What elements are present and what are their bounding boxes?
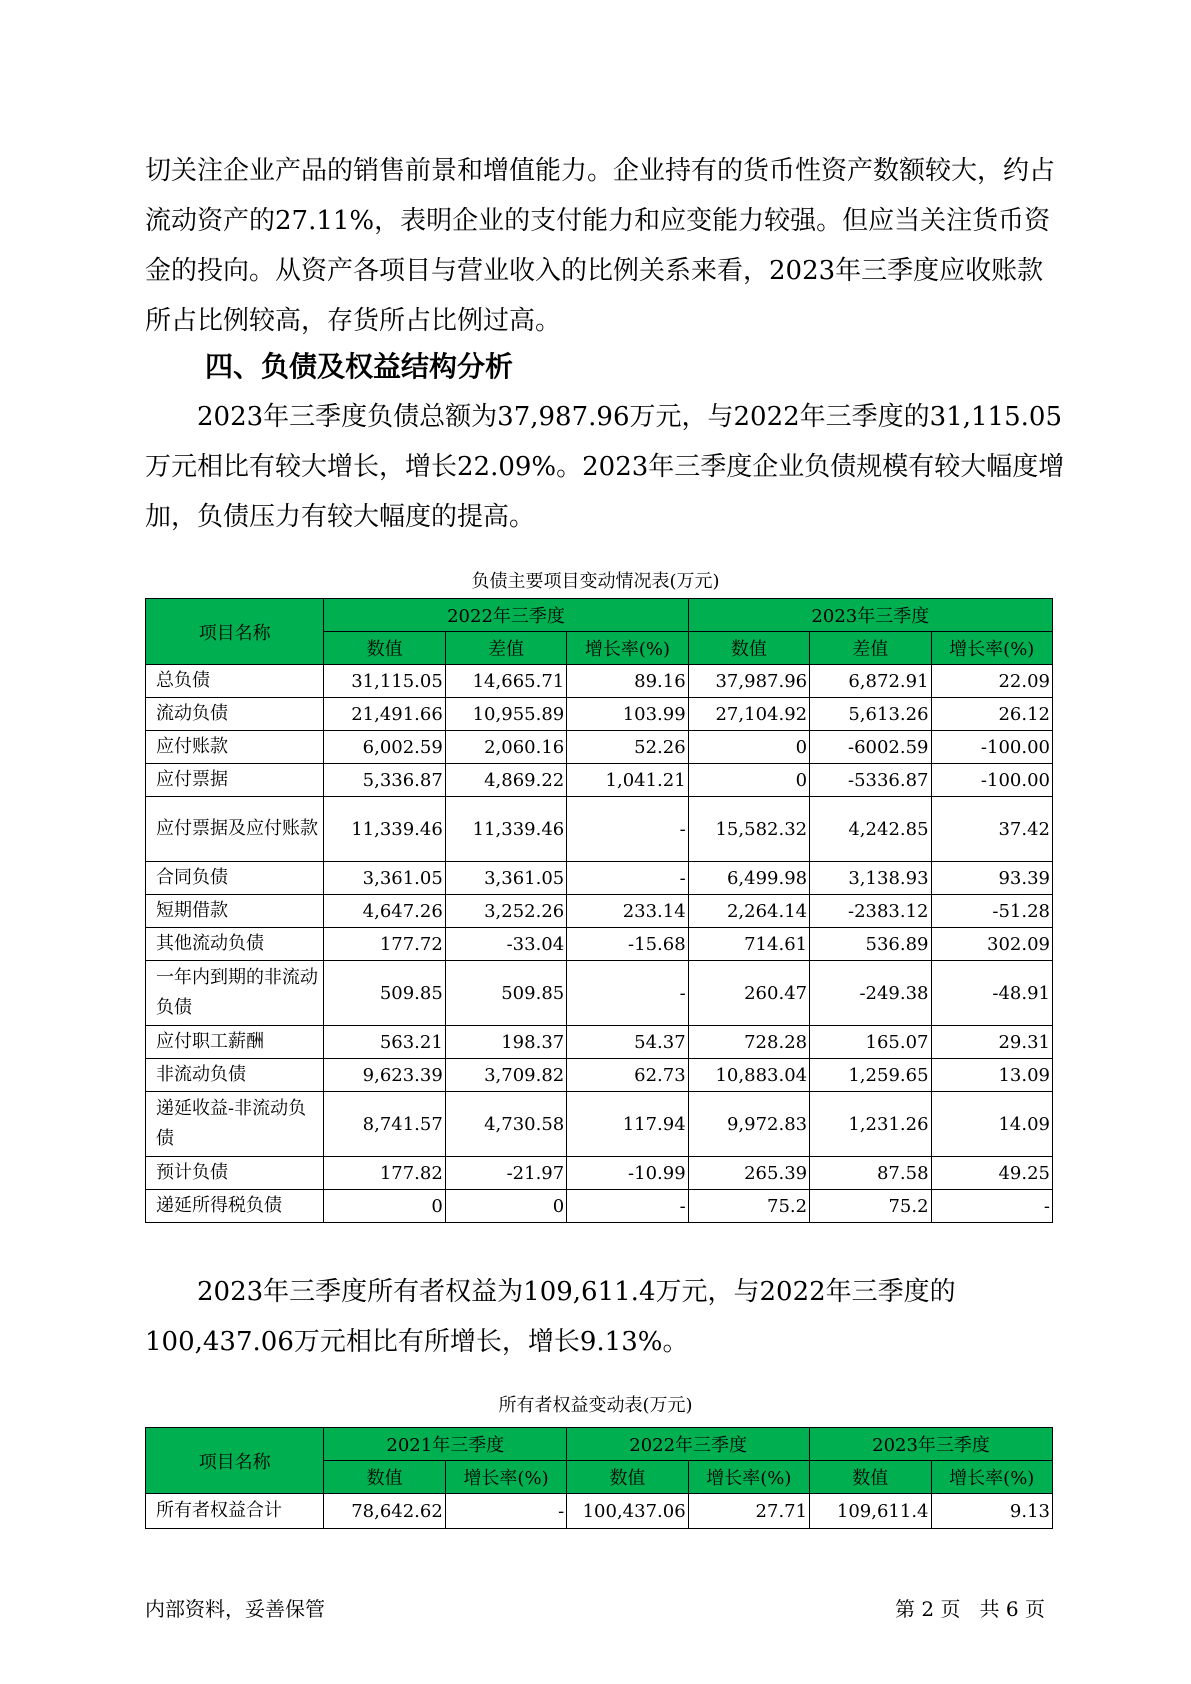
body-paragraph-liabilities: 2023年三季度负债总额为37,987.96万元，与2022年三季度的31,115.05万元相比有较大增长，增长22.09%。2023年三季度企业负债规模有较大幅度增加，负债压力有较大幅度的提高。 (145, 402, 1065, 532)
cell-a-rate: 233.14 (567, 895, 688, 928)
cell-b-diff: 165.07 (810, 1026, 931, 1059)
row-item-name: 应付职工薪酬 (146, 1026, 324, 1059)
cell-b-diff: 1,231.26 (810, 1092, 931, 1157)
row-item-name: 非流动负债 (146, 1059, 324, 1092)
header-diff: 差值 (445, 632, 566, 665)
body-paragraph-assets: 切关注企业产品的销售前景和增值能力。企业持有的货币性资产数额较大，约占流动资产的27.11%，表明企业的支付能力和应变能力较强。但应当关注货币资金的投向。从资产各项目与营业收入的比例关系来看，2023年三季度应收账款所占比例较高，存货所占比例过高。 (145, 156, 1056, 336)
equity-table (145, 1427, 1053, 1529)
cell-a-diff: 0 (445, 1190, 566, 1223)
row-item-name: 递延收益-非流动负债 (146, 1092, 324, 1157)
cell-a-val: 6,002.59 (324, 731, 445, 764)
table-caption-equity: 所有者权益变动表(万元) (498, 1395, 693, 1416)
cell-b-val: 15,582.32 (688, 797, 809, 862)
table-row (146, 698, 1053, 731)
cell-a-rate: 52.26 (567, 731, 688, 764)
cell-a-val: 9,623.39 (324, 1059, 445, 1092)
header-rate: 增长率(%) (688, 1461, 809, 1494)
cell-b-rate: 13.09 (931, 1059, 1052, 1092)
cell-a-rate: - (445, 1494, 566, 1529)
table-row (146, 1092, 1053, 1157)
table-row (146, 1190, 1053, 1223)
cell-b-diff: 3,138.93 (810, 862, 931, 895)
table-row (146, 862, 1053, 895)
row-item-name: 流动负债 (146, 698, 324, 731)
cell-b-val: 9,972.83 (688, 1092, 809, 1157)
cell-c-rate: 9.13 (931, 1494, 1053, 1529)
cell-b-diff: 4,242.85 (810, 797, 931, 862)
row-item-name: 应付账款 (146, 731, 324, 764)
header-rate: 增长率(%) (931, 1461, 1053, 1494)
cell-a-val: 11,339.46 (324, 797, 445, 862)
cell-b-rate: -51.28 (931, 895, 1052, 928)
cell-b-rate: -100.00 (931, 764, 1052, 797)
cell-b-diff: -5336.87 (810, 764, 931, 797)
cell-a-rate: 103.99 (567, 698, 688, 731)
cell-b-rate: -48.91 (931, 961, 1052, 1026)
cell-a-diff: 14,665.71 (445, 665, 566, 698)
cell-b-rate: 302.09 (931, 928, 1052, 961)
cell-b-rate: 49.25 (931, 1157, 1052, 1190)
cell-b-val: 265.39 (688, 1157, 809, 1190)
cell-a-val: 4,647.26 (324, 895, 445, 928)
cell-a-diff: 10,955.89 (445, 698, 566, 731)
cell-a-val: 31,115.05 (324, 665, 445, 698)
table-row (146, 764, 1053, 797)
cell-a-rate: - (567, 797, 688, 862)
cell-b-rate: 27.71 (688, 1494, 809, 1529)
cell-a-val: 563.21 (324, 1026, 445, 1059)
row-item-name: 应付票据 (146, 764, 324, 797)
cell-a-rate: 117.94 (567, 1092, 688, 1157)
cell-b-val: 714.61 (688, 928, 809, 961)
body-paragraph-equity: 2023年三季度所有者权益为109,611.4万元，与2022年三季度的100,437.06万元相比有所增长，增长9.13%。 (145, 1277, 956, 1357)
cell-b-rate: 22.09 (931, 665, 1052, 698)
header-value: 数值 (324, 1461, 445, 1494)
row-item-name: 所有者权益合计 (146, 1494, 324, 1529)
cell-b-val: 0 (688, 764, 809, 797)
cell-a-rate: -15.68 (567, 928, 688, 961)
cell-a-rate: 62.73 (567, 1059, 688, 1092)
cell-a-rate: 1,041.21 (567, 764, 688, 797)
cell-b-diff: 5,613.26 (810, 698, 931, 731)
cell-a-val: 177.82 (324, 1157, 445, 1190)
row-item-name: 短期借款 (146, 895, 324, 928)
cell-b-rate: 93.39 (931, 862, 1052, 895)
header-item-name: 项目名称 (146, 1428, 324, 1494)
row-item-name: 递延所得税负债 (146, 1190, 324, 1223)
cell-b-val: 260.47 (688, 961, 809, 1026)
cell-b-val: 2,264.14 (688, 895, 809, 928)
table-caption-liabilities: 负债主要项目变动情况表(万元) (471, 571, 720, 592)
row-item-name: 合同负债 (146, 862, 324, 895)
cell-a-rate: - (567, 1190, 688, 1223)
cell-a-val: 21,491.66 (324, 698, 445, 731)
cell-b-rate: 14.09 (931, 1092, 1052, 1157)
cell-a-diff: -21.97 (445, 1157, 566, 1190)
cell-a-diff: -33.04 (445, 928, 566, 961)
header-diff: 差值 (810, 632, 931, 665)
table-row (146, 1026, 1053, 1059)
header-value: 数值 (810, 1461, 931, 1494)
cell-b-rate: 29.31 (931, 1026, 1052, 1059)
table-row (146, 731, 1053, 764)
cell-b-val: 0 (688, 731, 809, 764)
header-group-2021: 2021年三季度 (324, 1428, 567, 1461)
cell-a-val: 78,642.62 (324, 1494, 445, 1529)
cell-a-diff: 509.85 (445, 961, 566, 1026)
table-row (146, 961, 1053, 1026)
cell-b-val: 27,104.92 (688, 698, 809, 731)
cell-b-val: 75.2 (688, 1190, 809, 1223)
table-row (146, 665, 1053, 698)
footer-page-number: 第 2 页 共 6 页 (895, 1597, 1045, 1621)
header-group-2022: 2022年三季度 (324, 599, 688, 632)
row-item-name: 一年内到期的非流动负债 (146, 961, 324, 1026)
cell-b-val: 100,437.06 (567, 1494, 688, 1529)
cell-a-diff: 3,252.26 (445, 895, 566, 928)
cell-b-diff: -2383.12 (810, 895, 931, 928)
cell-c-val: 109,611.4 (810, 1494, 931, 1529)
header-group-2023: 2023年三季度 (688, 599, 1052, 632)
liabilities-table (145, 598, 1053, 1223)
table-row (146, 797, 1053, 862)
cell-b-diff: 536.89 (810, 928, 931, 961)
table-row (146, 1157, 1053, 1190)
table-row (146, 928, 1053, 961)
header-value: 数值 (688, 632, 809, 665)
header-group-2023: 2023年三季度 (810, 1428, 1053, 1461)
cell-b-rate: - (931, 1190, 1052, 1223)
cell-a-rate: 89.16 (567, 665, 688, 698)
cell-b-val: 37,987.96 (688, 665, 809, 698)
table-row (146, 895, 1053, 928)
cell-b-rate: 26.12 (931, 698, 1052, 731)
section-heading: 四、负债及权益结构分析 (205, 350, 514, 383)
cell-b-diff: 87.58 (810, 1157, 931, 1190)
cell-a-diff: 3,709.82 (445, 1059, 566, 1092)
cell-b-diff: 1,259.65 (810, 1059, 931, 1092)
row-item-name: 其他流动负债 (146, 928, 324, 961)
cell-b-diff: 6,872.91 (810, 665, 931, 698)
table-row (146, 1059, 1053, 1092)
cell-a-diff: 3,361.05 (445, 862, 566, 895)
cell-b-val: 728.28 (688, 1026, 809, 1059)
header-rate: 增长率(%) (931, 632, 1052, 665)
header-item-name: 项目名称 (146, 599, 324, 665)
cell-a-rate: - (567, 961, 688, 1026)
table-row (146, 1494, 1053, 1529)
row-item-name: 总负债 (146, 665, 324, 698)
cell-a-val: 3,361.05 (324, 862, 445, 895)
cell-a-diff: 11,339.46 (445, 797, 566, 862)
cell-b-diff: 75.2 (810, 1190, 931, 1223)
cell-a-rate: - (567, 862, 688, 895)
cell-a-diff: 198.37 (445, 1026, 566, 1059)
cell-b-diff: -6002.59 (810, 731, 931, 764)
cell-b-diff: -249.38 (810, 961, 931, 1026)
footer-confidential-note: 内部资料，妥善保管 (145, 1597, 325, 1621)
cell-a-diff: 2,060.16 (445, 731, 566, 764)
cell-a-val: 0 (324, 1190, 445, 1223)
cell-a-diff: 4,869.22 (445, 764, 566, 797)
cell-a-rate: -10.99 (567, 1157, 688, 1190)
row-item-name: 预计负债 (146, 1157, 324, 1190)
row-item-name: 应付票据及应付账款 (146, 797, 324, 862)
cell-a-rate: 54.37 (567, 1026, 688, 1059)
cell-a-diff: 4,730.58 (445, 1092, 566, 1157)
cell-b-val: 6,499.98 (688, 862, 809, 895)
header-value: 数值 (324, 632, 445, 665)
header-group-2022: 2022年三季度 (567, 1428, 810, 1461)
cell-a-val: 177.72 (324, 928, 445, 961)
cell-b-rate: 37.42 (931, 797, 1052, 862)
cell-a-val: 8,741.57 (324, 1092, 445, 1157)
cell-a-val: 5,336.87 (324, 764, 445, 797)
cell-a-val: 509.85 (324, 961, 445, 1026)
header-value: 数值 (567, 1461, 688, 1494)
header-rate: 增长率(%) (567, 632, 688, 665)
cell-b-val: 10,883.04 (688, 1059, 809, 1092)
cell-b-rate: -100.00 (931, 731, 1052, 764)
header-rate: 增长率(%) (445, 1461, 566, 1494)
